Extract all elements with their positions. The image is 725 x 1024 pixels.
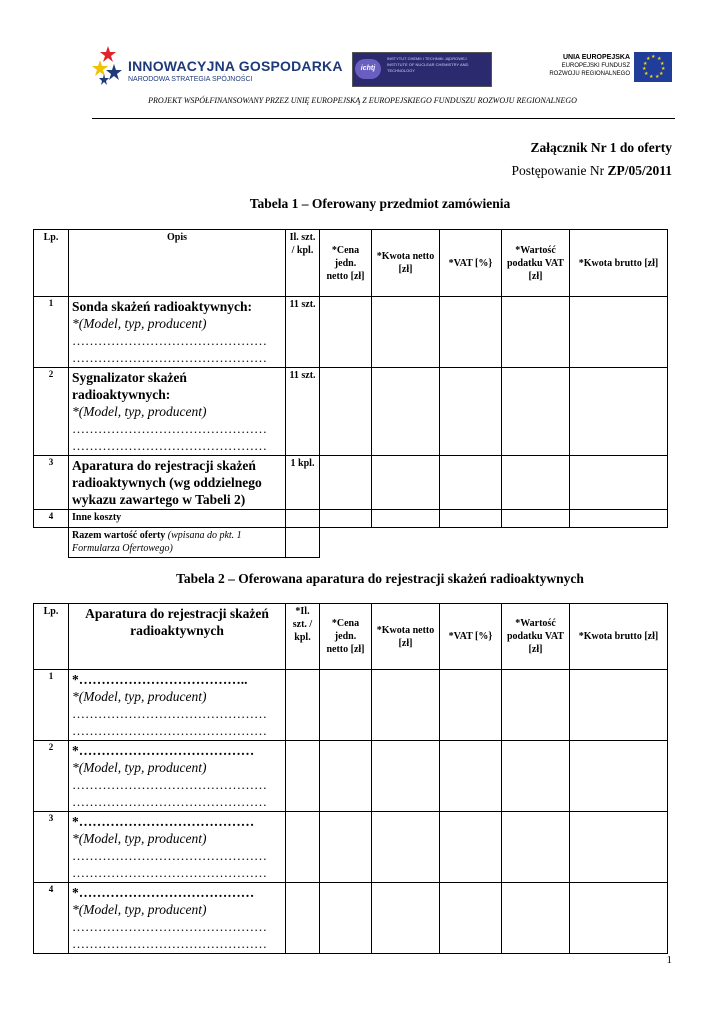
t2-r4-gross-cell[interactable] (570, 883, 668, 954)
t2-r2-model: *(Model, typ, producent) (72, 760, 207, 775)
t2-r4-qty-cell[interactable] (286, 883, 320, 954)
t2-r2-vatval-cell[interactable] (502, 741, 570, 812)
table2-title: Tabela 2 – Oferowana aparatura do rejestracji skażeń radioaktywnych (176, 571, 584, 586)
t2-r1-name[interactable]: *……………………………….. (72, 672, 248, 687)
t2-r1-lp: 1 (34, 670, 69, 741)
t2-r3-qty-cell[interactable] (286, 812, 320, 883)
ichtj-logo (352, 52, 492, 87)
table1-header-row (34, 230, 668, 297)
t1-r1-desc (69, 297, 286, 368)
t1-r4-net-cell[interactable] (372, 510, 440, 528)
t1-r2-vat-cell[interactable] (440, 368, 502, 456)
t2-r4-dots1[interactable]: ……………………………………… (72, 919, 267, 934)
t2-r3-gross-cell[interactable] (570, 812, 668, 883)
t1-r4-desc (69, 510, 286, 528)
t1-r1-gross-cell[interactable] (570, 297, 668, 368)
t2-r4-model: *(Model, typ, producent) (72, 902, 207, 917)
project-cofinancing-line: PROJEKT WSPÓŁFINANSOWANY PRZEZ UNIĘ EUROPEJSKĄ Z EUROPEJSKIEGO FUNDUSZU ROZWOJU REGIONALNEGO (148, 96, 577, 105)
t1-sum-gap5 (570, 528, 668, 558)
t2-r1-vatval-cell[interactable] (502, 670, 570, 741)
t2-r3-price-cell[interactable] (320, 812, 372, 883)
t2-r3-vat-cell[interactable] (440, 812, 502, 883)
t1-sum-gap1 (320, 528, 372, 558)
table1-title: Tabela 1 – Oferowany przedmiot zamówienia (249, 196, 511, 211)
t1-r3-qty: 1 kpl. (286, 456, 320, 510)
t2-r2-name[interactable]: *………………………………… (72, 743, 255, 758)
t1-h-desc: Opis (69, 230, 286, 297)
t2-h-vatval: *Wartość podatku VAT [zł] (502, 604, 570, 670)
table-row (34, 368, 668, 456)
table-row (34, 741, 668, 812)
t2-r1-price-cell[interactable] (320, 670, 372, 741)
table2-header-row (34, 604, 668, 670)
t1-h-qty: Il. szt. / kpl. (286, 230, 320, 297)
t1-r3-vat-cell[interactable] (440, 456, 502, 510)
eu-flag-icon: ★ ★ ★ ★ ★ ★ ★ ★ ★ ★ ★ (634, 52, 672, 82)
t1-r1-dots1: ……………………………………… (72, 333, 267, 348)
t2-r4-name[interactable]: *………………………………… (72, 885, 255, 900)
innowacyjna-gospodarka-logo (92, 44, 343, 88)
t1-r3-name: Aparatura do rejestracji skażeń radioaktywnych (wg oddzielnego wykazu zawartego w Tabeli 2) (72, 458, 262, 507)
t2-r1-dots2[interactable]: ……………………………………… (72, 723, 267, 738)
t2-h-gross: *Kwota brutto [zł] (570, 604, 668, 670)
t1-r2-gross-cell[interactable] (570, 368, 668, 456)
t2-h-vat: *VAT [%} (440, 604, 502, 670)
t1-sum-gap4 (502, 528, 570, 558)
t1-r3-lp: 3 (34, 456, 69, 510)
t1-r2-qty: 11 szt. (286, 368, 320, 456)
table-row (34, 456, 668, 510)
t1-r1-qty: 11 szt. (286, 297, 320, 368)
t1-r4-gross-cell[interactable] (570, 510, 668, 528)
t2-r3-lp: 3 (34, 812, 69, 883)
t2-r4-lp: 4 (34, 883, 69, 954)
t1-r3-gross-cell[interactable] (570, 456, 668, 510)
page-number: 1 (666, 954, 672, 966)
t2-h-price: *Cena jedn. netto [zł] (320, 604, 372, 670)
t1-sum-gap2 (372, 528, 440, 558)
t1-r2-vatval-cell[interactable] (502, 368, 570, 456)
t2-r3-dots2[interactable]: ……………………………………… (72, 865, 267, 880)
t2-r4-desc (69, 883, 286, 954)
t1-sum-gap3 (440, 528, 502, 558)
t1-r1-vatval-cell[interactable] (502, 297, 570, 368)
t2-h-lp: Lp. (34, 604, 69, 670)
t1-r4-vatval-cell[interactable] (502, 510, 570, 528)
proceeding-label: Postępowanie Nr (511, 163, 608, 178)
table-row (34, 883, 668, 954)
t2-r1-gross-cell[interactable] (570, 670, 668, 741)
t2-r2-dots1[interactable]: ……………………………………… (72, 777, 267, 792)
t1-sum-desc (69, 528, 286, 558)
attachment-title: Załącznik Nr 1 do oferty (530, 140, 672, 155)
t2-r2-desc (69, 741, 286, 812)
t2-r2-qty-cell[interactable] (286, 741, 320, 812)
table1 (33, 229, 668, 558)
t2-r2-vat-cell[interactable] (440, 741, 502, 812)
t1-r1-net-cell[interactable] (372, 297, 440, 368)
t1-r3-price-cell[interactable] (320, 456, 372, 510)
t1-h-gross: *Kwota brutto [zł] (570, 230, 668, 297)
t1-r4-name: Inne koszty (72, 512, 122, 523)
t2-r3-net-cell[interactable] (372, 812, 440, 883)
t1-r2-model: *(Model, typ, producent) (72, 404, 207, 419)
t1-sum-bold: Razem wartość oferty (72, 530, 166, 541)
t1-r4-lp: 4 (34, 510, 69, 528)
t2-r1-net-cell[interactable] (372, 670, 440, 741)
proceeding-number-line (512, 163, 673, 179)
ichtj-text: INSTYTUT CHEMII I TECHNIKI JĄDROWEJ INSTITUTE OF NUCLEAR CHEMISTRY AND TECHNOLOGY (387, 56, 469, 73)
t2-r4-vat-cell[interactable] (440, 883, 502, 954)
eu-line3: ROZWOJU REGIONALNEGO (549, 71, 630, 77)
table-row (34, 510, 668, 528)
t1-r2-desc (69, 368, 286, 456)
t1-sum-empty (34, 528, 69, 558)
logo-left-title: INNOWACYJNA GOSPODARKA (128, 58, 343, 74)
ichtj-badge: ichtj (355, 59, 381, 79)
logo-left-subtitle: NARODOWA STRATEGIA SPÓJNOŚCI (128, 76, 253, 83)
t2-r1-qty-cell[interactable] (286, 670, 320, 741)
proceeding-number: ZP/05/2011 (607, 163, 672, 178)
t1-r1-lp: 1 (34, 297, 69, 368)
t1-r1-name: Sonda skażeń radioaktywnych: (72, 299, 253, 314)
t1-r2-dots2: ……………………………………… (72, 438, 267, 453)
star-cluster-icon (92, 44, 124, 88)
table-row (34, 297, 668, 368)
t2-r4-dots2[interactable]: ……………………………………… (72, 936, 267, 951)
t1-r3-vatval-cell[interactable] (502, 456, 570, 510)
t2-r2-lp: 2 (34, 741, 69, 812)
t2-r2-dots2[interactable]: ……………………………………… (72, 794, 267, 809)
t2-r2-price-cell[interactable] (320, 741, 372, 812)
t1-r2-net-cell[interactable] (372, 368, 440, 456)
t1-h-net: *Kwota netto [zł] (372, 230, 440, 297)
t2-r1-vat-cell[interactable] (440, 670, 502, 741)
t1-r3-net-cell[interactable] (372, 456, 440, 510)
t1-r2-lp: 2 (34, 368, 69, 456)
t1-r1-price-cell[interactable] (320, 297, 372, 368)
eu-logo (532, 52, 672, 85)
t2-r4-vatval-cell[interactable] (502, 883, 570, 954)
t2-h-qty: *Il. szt. / kpl. (286, 604, 320, 670)
t2-r3-name[interactable]: *………………………………… (72, 814, 255, 829)
header-divider (92, 118, 675, 119)
t1-h-vatval: *Wartość podatku VAT [zł] (502, 230, 570, 297)
t2-r4-net-cell[interactable] (372, 883, 440, 954)
eu-line2: EUROPEJSKI FUNDUSZ (561, 63, 630, 69)
t1-r3-desc (69, 456, 286, 510)
t2-r3-model: *(Model, typ, producent) (72, 831, 207, 846)
t2-r1-desc (69, 670, 286, 741)
t1-h-vat: *VAT [%} (440, 230, 502, 297)
t1-h-lp: Lp. (34, 230, 69, 297)
t1-r1-dots2: ……………………………………… (72, 350, 267, 365)
t2-r3-dots1[interactable]: ……………………………………… (72, 848, 267, 863)
t2-h-net: *Kwota netto [zł] (372, 604, 440, 670)
t2-r1-dots1[interactable]: ……………………………………… (72, 706, 267, 721)
t2-r3-vatval-cell[interactable] (502, 812, 570, 883)
t2-r2-gross-cell[interactable] (570, 741, 668, 812)
t2-h-desc: Aparatura do rejestracji skażeń radioaktywnych (69, 604, 286, 670)
table2 (33, 603, 668, 954)
table-row (34, 812, 668, 883)
t2-r3-desc (69, 812, 286, 883)
t2-r1-model: *(Model, typ, producent) (72, 689, 207, 704)
table1-summary-row (34, 528, 668, 558)
t1-r1-model: *(Model, typ, producent) (72, 316, 207, 331)
t1-h-price: *Cena jedn. netto [zł] (320, 230, 372, 297)
t1-r2-dots1: ……………………………………… (72, 421, 267, 436)
t1-r2-name: Sygnalizator skażeń radioaktywnych: (72, 370, 187, 402)
t1-sum-qty (286, 528, 320, 558)
t2-r4-price-cell[interactable] (320, 883, 372, 954)
t1-r4-price-cell[interactable] (320, 510, 372, 528)
t1-r4-vat-cell[interactable] (440, 510, 502, 528)
t1-r4-qty (286, 510, 320, 528)
eu-line1: UNIA EUROPEJSKA (562, 54, 630, 61)
t1-r2-price-cell[interactable] (320, 368, 372, 456)
eu-logo-text (549, 54, 630, 78)
t2-r2-net-cell[interactable] (372, 741, 440, 812)
t1-r1-vat-cell[interactable] (440, 297, 502, 368)
table-row (34, 670, 668, 741)
t1-sum-italic: (wpisana do pkt. 1 Formularza Ofertowego) (72, 530, 242, 554)
